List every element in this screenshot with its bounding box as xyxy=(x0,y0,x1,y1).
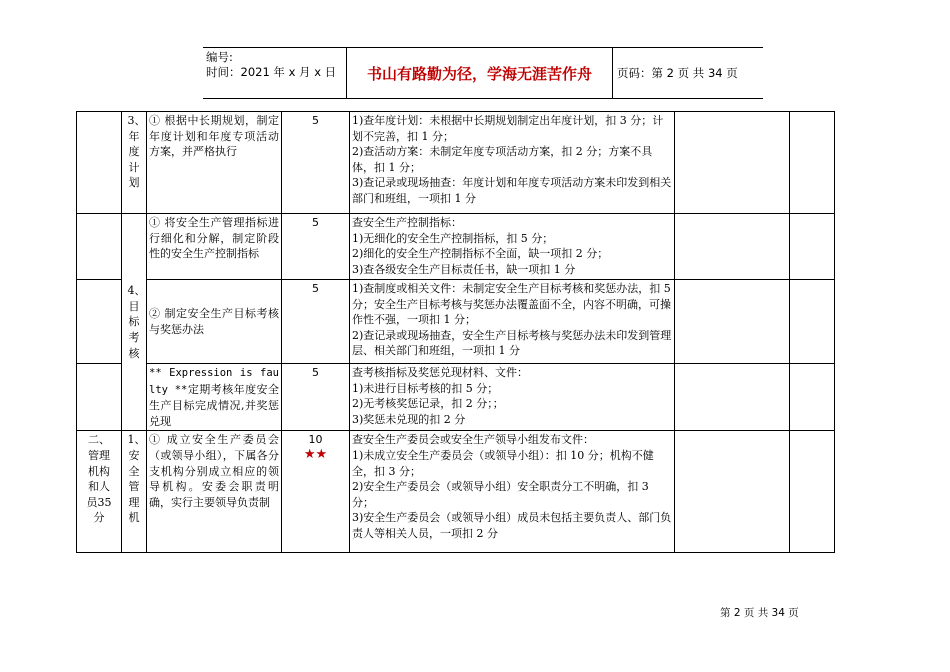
group-cell xyxy=(77,112,122,214)
group-cell xyxy=(77,364,122,431)
standard-text: ② 制定安全生产目标考核与奖惩办法 xyxy=(149,306,279,336)
standard-cell xyxy=(147,112,282,214)
empty-cell xyxy=(675,280,790,364)
group-cell xyxy=(77,431,122,553)
method-cell xyxy=(350,280,675,364)
item-label: 4、目标考核 xyxy=(127,284,146,360)
standard-cell xyxy=(147,214,282,280)
empty-cell xyxy=(790,214,835,280)
standard-text: 定期考核年度安全生产目标完成情况,并奖惩兑现 xyxy=(149,382,280,428)
method-line: 3)安全生产委员会（或领导小组）成员未包括主要负责人、部门负责人等相关人员，一项扣 2 分 xyxy=(352,511,672,540)
score-cell xyxy=(282,364,350,431)
empty-cell xyxy=(790,112,835,214)
method-line: 3)查记录或现场抽查：年度计划和年度专项活动方案未印发到相关部门和班组，一项扣 1 分 xyxy=(352,176,672,205)
score-value: 5 xyxy=(312,366,319,379)
header-number-label: 编号: xyxy=(206,50,233,64)
method-line: 2)无考核奖惩记录，扣 2 分；； xyxy=(352,397,504,411)
score-cell xyxy=(282,280,350,364)
method-line: 查考核指标及奖惩兑现材料、文件： xyxy=(352,366,528,379)
method-line: 2)查活动方案：未制定年度专项活动方案，扣 2 分；方案不具体，扣 1 分； xyxy=(352,145,653,174)
group-cell xyxy=(77,280,122,364)
method-cell xyxy=(350,364,675,431)
header-page-label: 页码：第 2 页 共 34 页 xyxy=(617,66,738,80)
method-cell xyxy=(350,214,675,280)
standard-cell xyxy=(147,431,282,553)
score-cell xyxy=(282,214,350,280)
item-cell xyxy=(122,112,147,214)
table-row xyxy=(77,112,835,214)
method-line: 查安全生产控制指标： xyxy=(352,216,462,229)
standard-text: ① 成立安全生产委员会（或领导小组），下属各分支机构分别成立相应的领导机构。安委会职责明确，实行主要领导负责制 xyxy=(149,433,279,509)
header-motto: 书山有路勤为径，学海无涯苦作舟 xyxy=(366,64,592,83)
header-time-label: 时间：2021 年 x 月 x 日 xyxy=(206,65,337,79)
table-row xyxy=(77,214,835,280)
table-row xyxy=(77,280,835,364)
method-line: 1)查年度计划：未根据中长期规划制定出年度计划，扣 3 分；计划不完善，扣 1 分； xyxy=(352,114,664,143)
header-meta xyxy=(206,50,346,96)
empty-cell xyxy=(790,280,835,364)
standard-text: ① 根据中长期规划，制定年度计划和年度专项活动方案，并严格执行 xyxy=(149,114,279,159)
group-title: 二、管理机构和人员35分 xyxy=(86,433,112,525)
standard-cell xyxy=(147,280,282,364)
method-line: 1)无细化的安全生产控制指标，扣 5 分； xyxy=(352,231,554,245)
empty-cell xyxy=(675,364,790,431)
score-value: 5 xyxy=(312,114,319,127)
method-line: 2)查记录或现场抽查，安全生产目标考核与奖惩办法未印发到管理层、相关部门和班组，一项扣 1 分 xyxy=(352,328,672,358)
method-cell xyxy=(350,112,675,214)
method-line: 查安全生产委员会或安全生产领导小组发布文件： xyxy=(352,433,594,447)
method-line: 1)未进行目标考核的扣 5 分； xyxy=(352,381,499,395)
score-value: 5 xyxy=(312,216,319,229)
item-label: 3、年度计划 xyxy=(127,114,146,190)
expression-error: ** Expression is faulty ** xyxy=(149,367,279,396)
page-footer: 第 2 页 共 34 页 xyxy=(720,607,799,619)
table-row xyxy=(77,364,835,431)
score-value: 10 xyxy=(308,433,323,447)
star-icon: ★★ xyxy=(303,446,328,462)
score-cell xyxy=(282,112,350,214)
method-line: 2)细化的安全生产控制指标不全面，缺一项扣 2 分； xyxy=(352,247,609,261)
standard-text: ① 将安全生产管理指标进行细化和分解，制定阶段性的安全生产控制指标 xyxy=(149,216,279,261)
empty-cell xyxy=(675,214,790,280)
empty-cell xyxy=(675,431,790,553)
item-cell xyxy=(122,431,147,553)
header-divider xyxy=(612,48,613,98)
method-line: 3)查各级安全生产目标责任书，缺一项扣 1 分 xyxy=(352,262,576,276)
evaluation-table xyxy=(76,111,835,553)
table-row xyxy=(77,431,835,553)
score-cell xyxy=(282,431,350,553)
method-line: 3)奖惩未兑现的扣 2 分 xyxy=(352,412,466,426)
page-header xyxy=(203,47,763,99)
group-cell xyxy=(77,214,122,280)
method-line: 2)安全生产委员会（或领导小组）安全职责分工不明确，扣 3 分； xyxy=(352,480,649,509)
empty-cell xyxy=(790,364,835,431)
score-value: 5 xyxy=(312,282,319,295)
method-line: 1)查制度或相关文件：未制定安全生产目标考核和奖惩办法，扣 5 分；安全生产目标考核与奖惩办法覆盖面不全，内容不明确，可操作性不强，一项扣 1 分； xyxy=(352,282,671,327)
item-label: 1、安全管理机 xyxy=(127,433,146,525)
empty-cell xyxy=(790,431,835,553)
item-cell xyxy=(122,214,147,431)
method-cell xyxy=(350,431,675,553)
method-line: 1)未成立安全生产委员会（或领导小组）：扣 10 分；机构不健全，扣 3 分； xyxy=(352,448,654,478)
standard-cell xyxy=(147,364,282,431)
empty-cell xyxy=(675,112,790,214)
